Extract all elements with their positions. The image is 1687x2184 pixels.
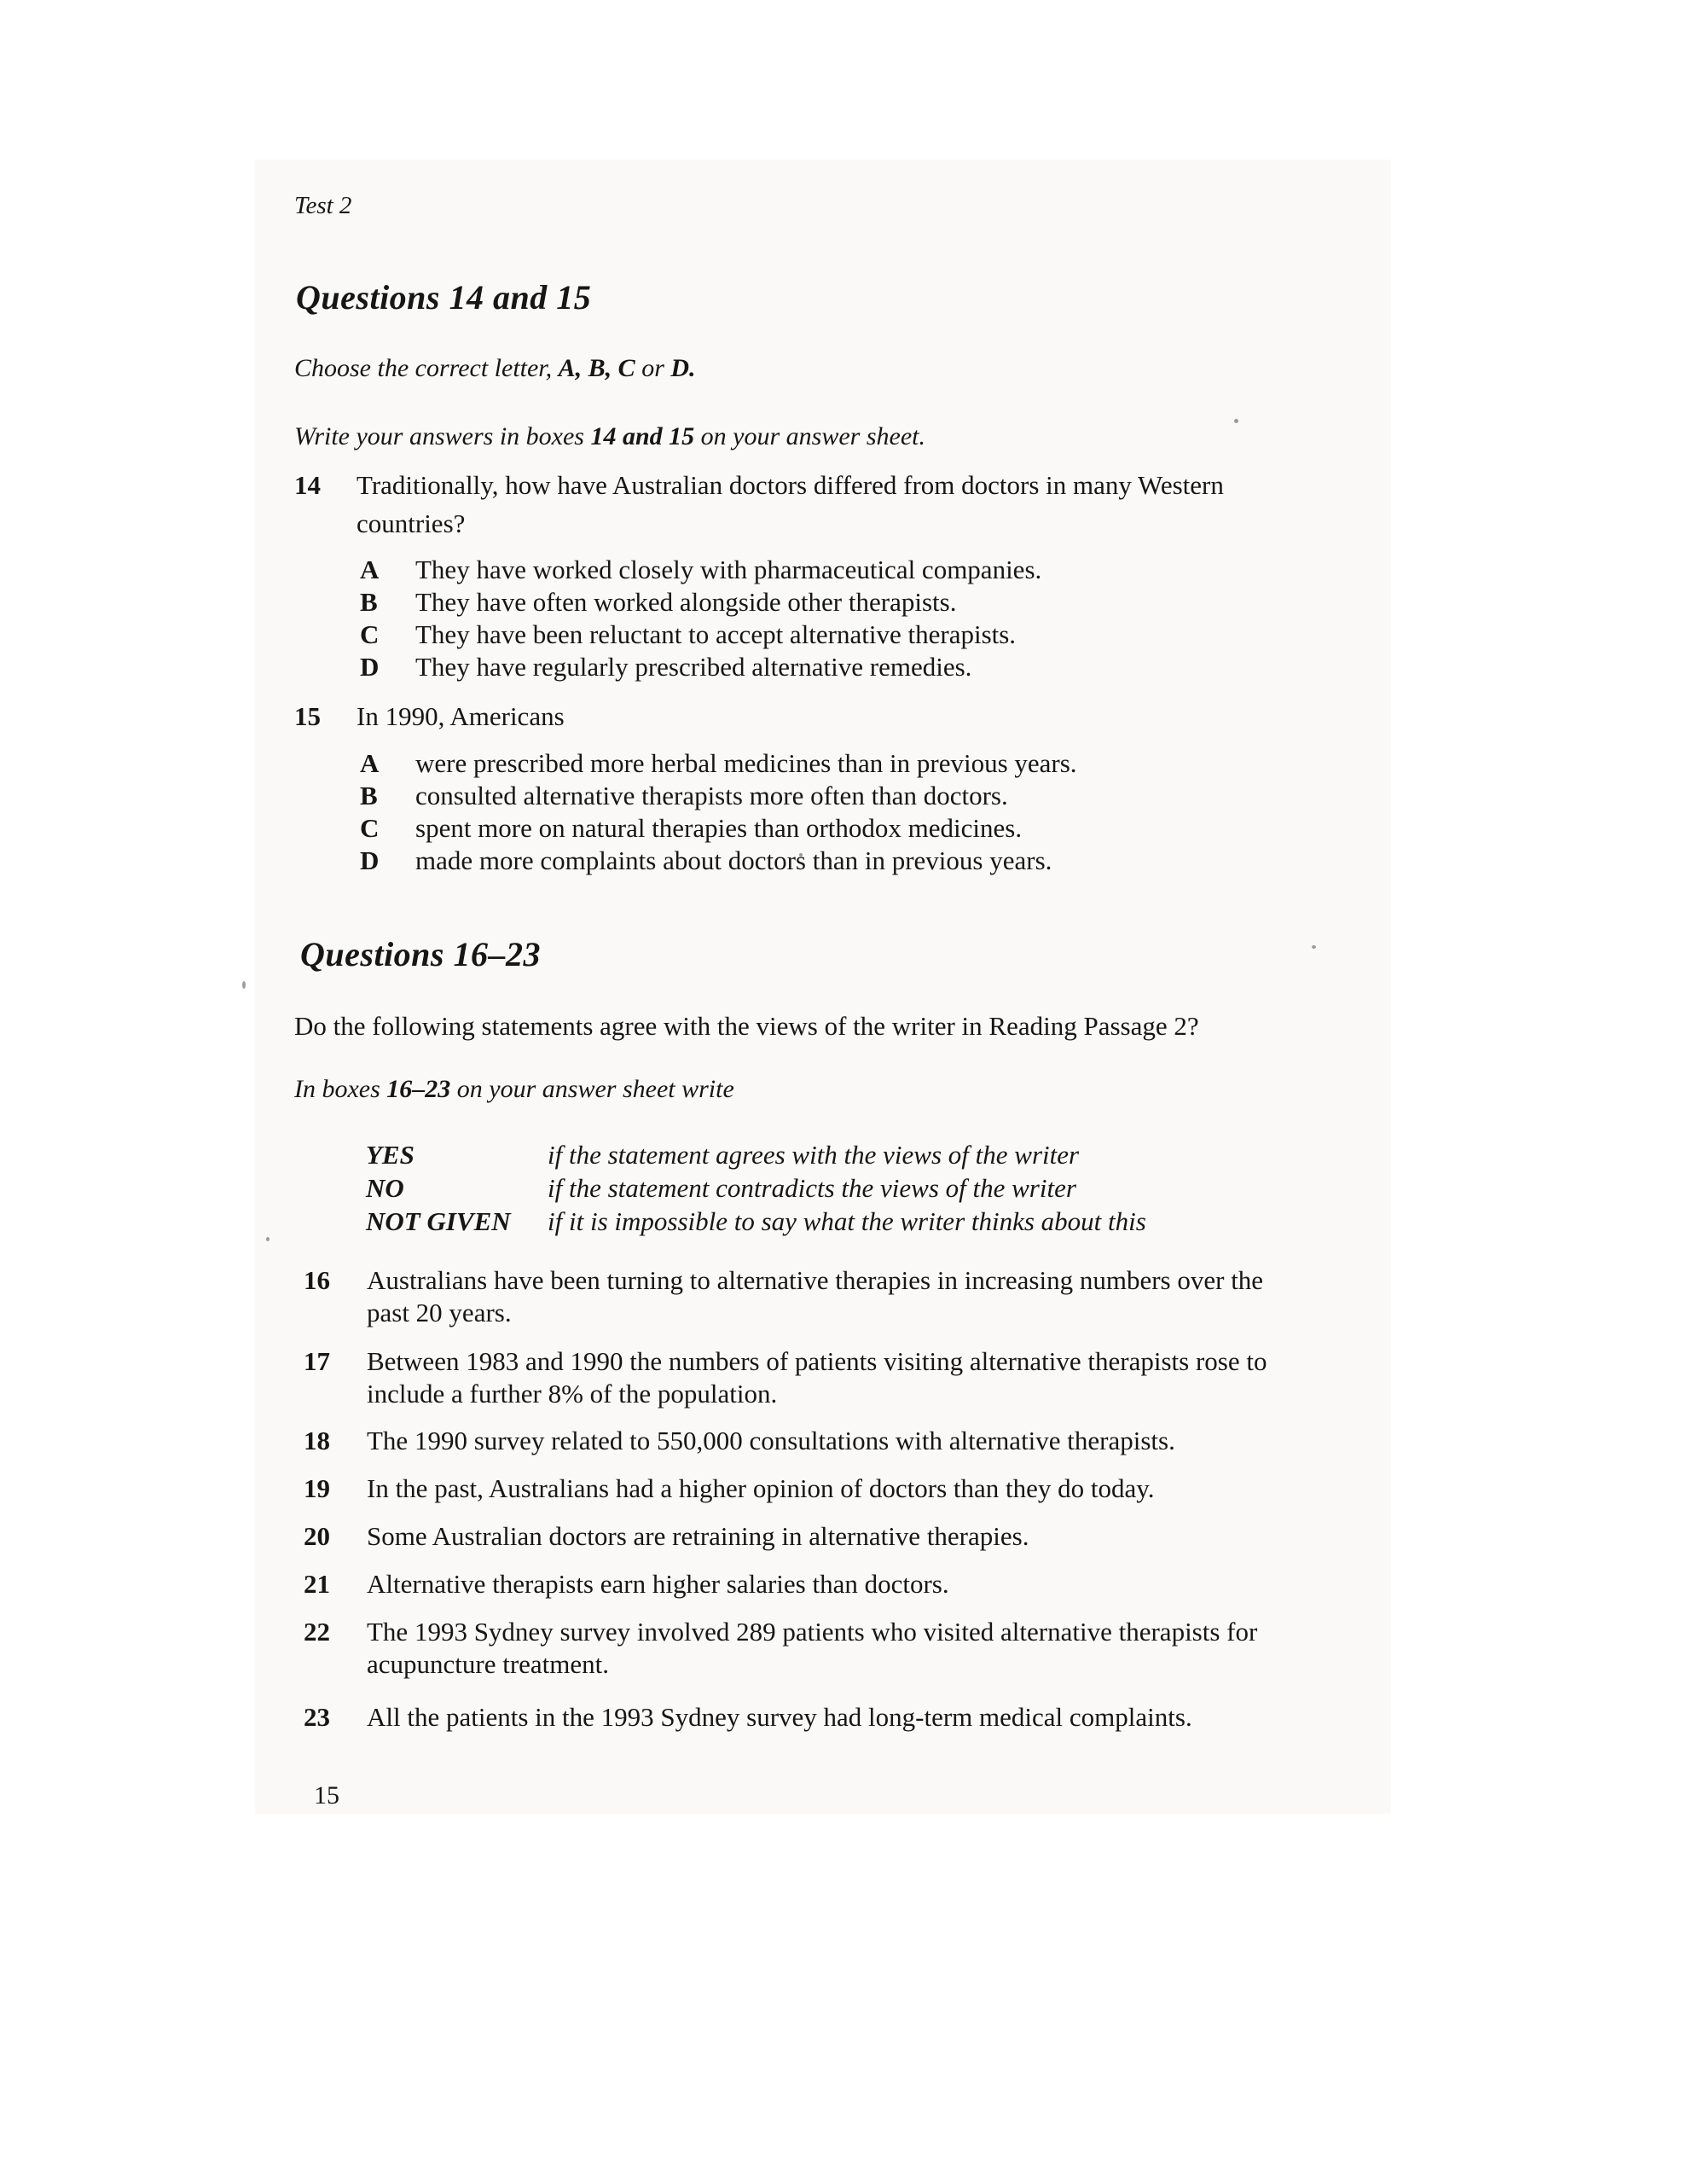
statement-continuation: past 20 years. <box>367 1298 512 1327</box>
answer-key-row-yes <box>366 1140 1079 1170</box>
option-row-15d <box>360 845 1052 876</box>
instruction-boxes-prefix: In boxes <box>294 1075 387 1103</box>
option-text: They have often worked alongside other therapists. <box>415 587 957 617</box>
statement-row-22 <box>304 1617 1257 1647</box>
question-15-text: In 1990, Americans <box>357 701 565 731</box>
instruction-write-suffix: on your answer sheet. <box>694 422 925 450</box>
statement-text: Between 1983 and 1990 the numbers of patients visiting alternative therapists rose to <box>367 1346 1267 1376</box>
option-letter: B <box>360 781 378 810</box>
option-letter: A <box>360 555 380 584</box>
instruction-choose-letter-d: D. <box>670 354 696 382</box>
option-text: They have been reluctant to accept alternative therapists. <box>415 619 1017 649</box>
statement-number: 21 <box>304 1569 330 1599</box>
statement-text: All the patients in the 1993 Sydney survey had long-term medical complaints. <box>367 1702 1192 1732</box>
statement-number: 23 <box>304 1702 330 1732</box>
statement-row-16 <box>304 1265 1263 1296</box>
statement-row-18 <box>304 1426 1175 1456</box>
statements-intro: Do the following statements agree with the views of the writer in Reading Passage 2? <box>294 1011 1199 1041</box>
statement-number: 22 <box>304 1617 330 1647</box>
section-heading-16-23: Questions 16–23 <box>300 935 541 973</box>
instruction-boxes <box>294 1075 734 1105</box>
instruction-write <box>294 422 925 452</box>
option-row-15b <box>360 781 1008 811</box>
book-header: Test 2 <box>294 192 352 219</box>
statement-text: Some Australian doctors are retraining in alternative therapies. <box>367 1521 1029 1551</box>
scanned-page <box>256 160 1390 1813</box>
option-text: They have regularly prescribed alternative remedies. <box>415 652 972 682</box>
scan-speck <box>1234 419 1238 423</box>
instruction-write-range: 14 and 15 <box>590 422 695 450</box>
instruction-boxes-suffix: on your answer sheet write <box>450 1075 734 1103</box>
statement-text: Alternative therapists earn higher salaries than doctors. <box>367 1569 949 1599</box>
statement-number: 18 <box>304 1426 330 1455</box>
statement-row-23 <box>304 1702 1192 1733</box>
question-14-text-continuation: countries? <box>357 508 466 538</box>
statement-text: The 1993 Sydney survey involved 289 patients who visited alternative therapists for <box>367 1617 1258 1647</box>
statement-row-19 <box>304 1473 1155 1504</box>
option-letter: B <box>360 587 378 617</box>
option-row-14a <box>360 555 1041 585</box>
instruction-choose-prefix: Choose the correct letter, <box>294 354 559 382</box>
question-14-text: Traditionally, how have Australian doctors differed from doctors in many Western <box>357 470 1224 500</box>
answer-key-definition: if it is impossible to say what the writer thinks about this <box>548 1206 1146 1236</box>
option-text: They have worked closely with pharmaceutical companies. <box>415 555 1042 584</box>
statement-row-21 <box>304 1569 949 1600</box>
answer-key-row-no <box>366 1173 1076 1204</box>
option-letter: A <box>360 748 380 778</box>
question-14-number: 14 <box>294 470 321 500</box>
option-text: were prescribed more herbal medicines than in previous years. <box>415 748 1077 778</box>
statement-row-17 <box>304 1346 1267 1377</box>
instruction-boxes-range: 16–23 <box>386 1075 451 1103</box>
question-14 <box>294 470 1224 501</box>
option-text: spent more on natural therapies than orthodox medicines. <box>415 813 1023 843</box>
instruction-choose <box>294 354 696 384</box>
answer-key-definition: if the statement contradicts the views of the writer <box>548 1173 1076 1203</box>
instruction-choose-letters: A, B, C <box>558 354 635 382</box>
statement-number: 17 <box>304 1346 330 1376</box>
option-text: made more complaints about doctors than in previous years. <box>415 845 1052 875</box>
answer-key-row-not-given <box>366 1206 1146 1237</box>
scan-speck <box>799 853 803 857</box>
answer-key-term: NO <box>366 1173 404 1203</box>
answer-key-term: YES <box>366 1140 415 1170</box>
statement-text: Australians have been turning to alternative therapies in increasing numbers over the <box>367 1265 1264 1295</box>
option-row-14d <box>360 652 971 682</box>
statement-number: 20 <box>304 1521 330 1551</box>
option-row-14b <box>360 587 956 618</box>
statement-number: 16 <box>304 1265 330 1295</box>
option-row-15a <box>360 748 1077 779</box>
option-letter: C <box>360 619 380 649</box>
question-15 <box>294 701 565 732</box>
answer-key-definition: if the statement agrees with the views of the writer <box>548 1140 1080 1170</box>
scan-speck <box>266 1237 270 1241</box>
scan-speck <box>242 981 246 989</box>
statement-continuation: acupuncture treatment. <box>367 1649 610 1679</box>
option-letter: C <box>360 813 380 843</box>
section-heading-14-15: Questions 14 and 15 <box>296 278 592 317</box>
option-row-15c <box>360 813 1022 844</box>
statement-continuation: include a further 8% of the population. <box>367 1379 778 1409</box>
question-15-number: 15 <box>294 701 321 731</box>
statement-text: In the past, Australians had a higher opinion of doctors than they do today. <box>367 1473 1155 1503</box>
option-text: consulted alternative therapists more often than doctors. <box>415 781 1008 810</box>
statement-text: The 1990 survey related to 550,000 consultations with alternative therapists. <box>367 1426 1175 1455</box>
statement-row-20 <box>304 1521 1029 1552</box>
option-letter: D <box>360 845 380 875</box>
instruction-choose-or: or <box>635 354 671 382</box>
scan-speck <box>1312 945 1316 949</box>
statement-number: 19 <box>304 1473 330 1503</box>
option-letter: D <box>360 652 380 682</box>
page-number: 15 <box>314 1781 339 1809</box>
answer-key-term: NOT GIVEN <box>366 1206 511 1236</box>
instruction-write-prefix: Write your answers in boxes <box>294 422 591 450</box>
option-row-14c <box>360 619 1016 650</box>
